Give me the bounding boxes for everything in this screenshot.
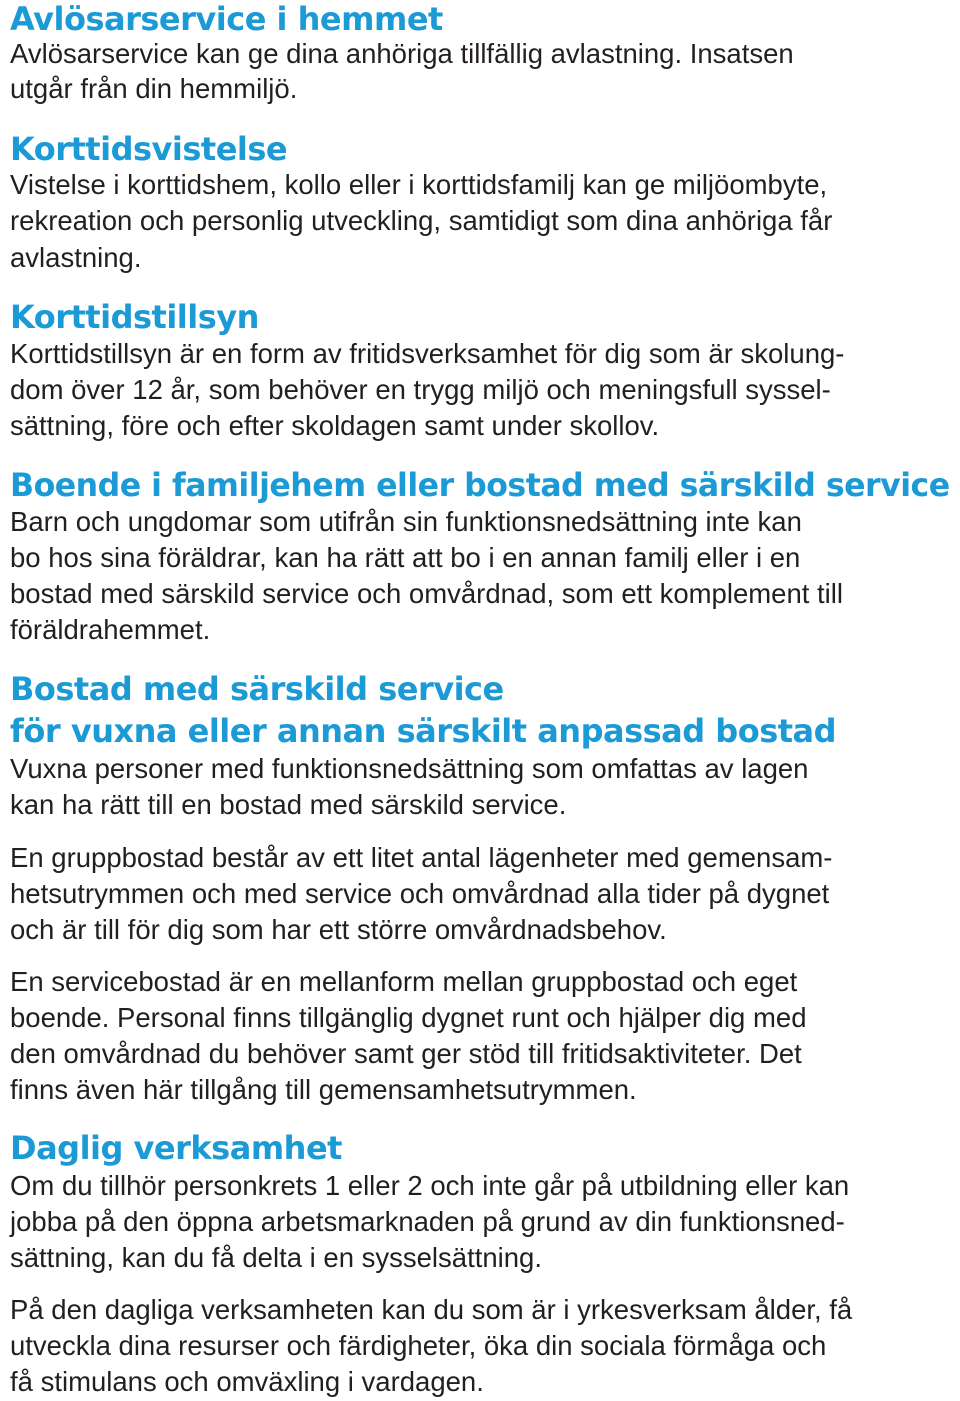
body-line: Avlösarservice kan ge dina anhöriga tillfällig avlastning. Insatsen (10, 38, 794, 69)
body-line: få stimulans och omväxling i vardagen. (10, 1366, 484, 1397)
body-line: Vistelse i korttidshem, kollo eller i korttidsfamilj kan ge miljöombyte, (10, 169, 828, 200)
heading-boende-familjehem: Boende i familjehem eller bostad med särskild service (10, 466, 950, 504)
body-line: hetsutrymmen och med service och omvårdnad alla tider på dygnet (10, 878, 830, 909)
heading-avlosarservice: Avlösarservice i hemmet (10, 0, 443, 38)
body-line: Vuxna personer med funktionsnedsättning som omfattas av lagen (10, 753, 809, 784)
body-line: dom över 12 år, som behöver en trygg miljö och meningsfull syssel- (10, 374, 831, 405)
body-line: och är till för dig som har ett större omvårdnadsbehov. (10, 914, 667, 945)
body-line: Korttidstillsyn är en form av fritidsverksamhet för dig som är skolung- (10, 338, 845, 369)
body-line: boende. Personal finns tillgänglig dygnet runt och hjälper dig med (10, 1002, 807, 1033)
heading-bostad-sarskild-service-line2: för vuxna eller annan särskilt anpassad bostad (10, 712, 837, 750)
body-line: finns även här tillgång till gemensamhetsutrymmen. (10, 1074, 637, 1105)
body-line: En servicebostad är en mellanform mellan gruppbostad och eget (10, 966, 798, 997)
body-line: Om du tillhör personkrets 1 eller 2 och inte går på utbildning eller kan (10, 1170, 850, 1201)
heading-korttidsvistelse: Korttidsvistelse (10, 130, 288, 168)
body-line: utveckla dina resurser och färdigheter, öka din sociala förmåga och (10, 1330, 827, 1361)
body-line: den omvårdnad du behöver samt ger stöd till fritidsaktiviteter. Det (10, 1038, 802, 1069)
body-line: bo hos sina föräldrar, kan ha rätt att bo i en annan familj eller i en (10, 542, 801, 573)
body-line: På den dagliga verksamheten kan du som är i yrkesverksam ålder, få (10, 1294, 853, 1325)
body-line: En gruppbostad består av ett litet antal lägenheter med gemensam- (10, 842, 833, 873)
body-line: bostad med särskild service och omvårdnad, som ett komplement till (10, 578, 843, 609)
body-line: avlastning. (10, 242, 142, 273)
body-line: utgår från din hemmiljö. (10, 73, 298, 104)
heading-daglig-verksamhet: Daglig verksamhet (10, 1129, 342, 1167)
heading-korttidstillsyn: Korttidstillsyn (10, 298, 259, 336)
body-line: rekreation och personlig utveckling, samtidigt som dina anhöriga får (10, 205, 833, 236)
body-line: jobba på den öppna arbetsmarknaden på grund av din funktionsned- (10, 1206, 845, 1237)
body-line: föräldrahemmet. (10, 614, 211, 645)
heading-bostad-sarskild-service: Bostad med särskild service (10, 670, 504, 708)
body-line: Barn och ungdomar som utifrån sin funktionsnedsättning inte kan (10, 506, 802, 537)
body-line: kan ha rätt till en bostad med särskild service. (10, 789, 567, 820)
body-line: sättning, kan du få delta i en sysselsättning. (10, 1242, 542, 1273)
body-line: sättning, före och efter skoldagen samt under skollov. (10, 410, 660, 441)
